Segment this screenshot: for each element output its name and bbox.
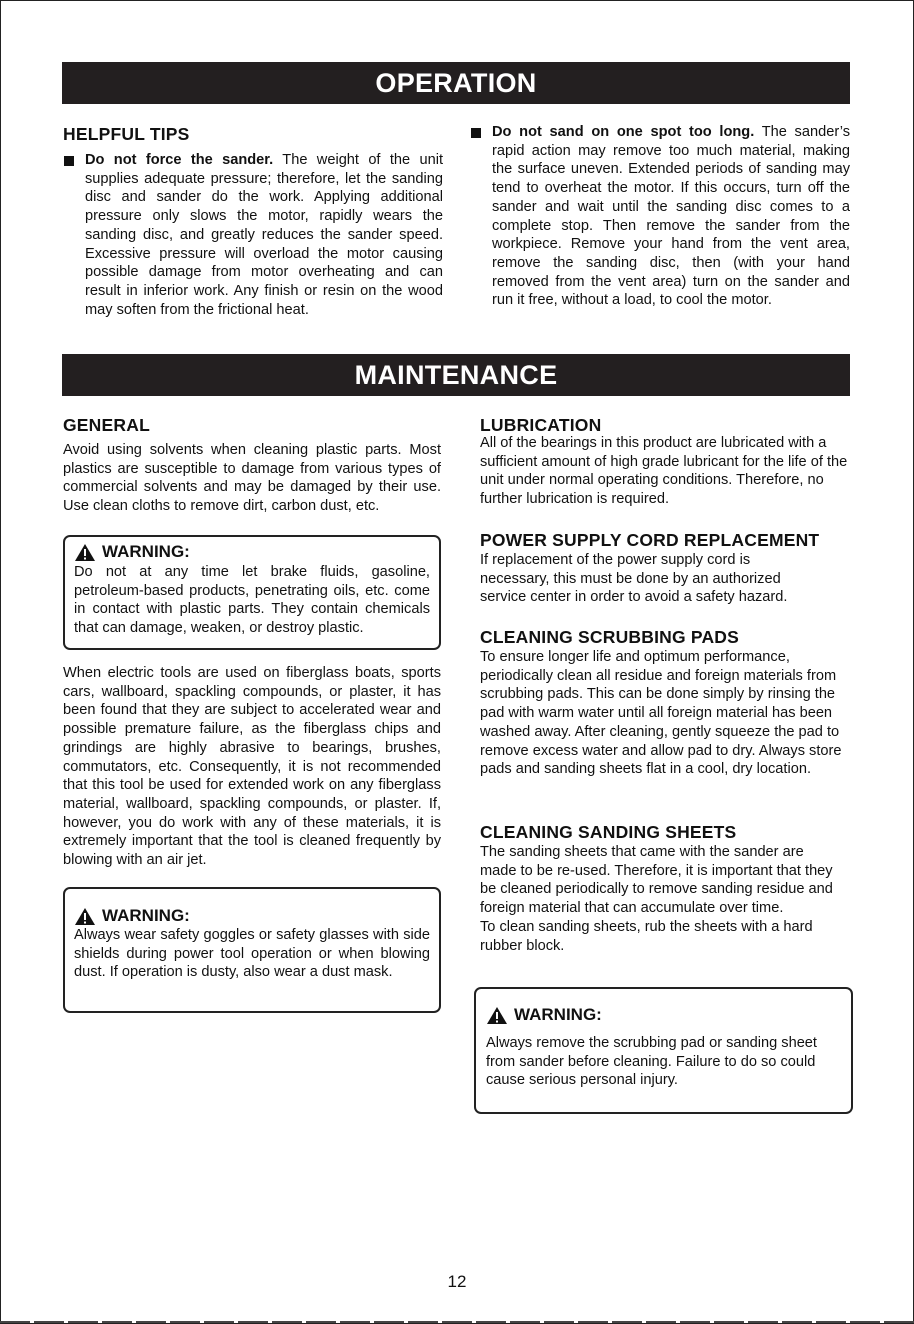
warning-heading [74, 907, 430, 926]
tip-2 [470, 123, 850, 310]
general-heading: GENERAL [63, 415, 150, 435]
tip-1-lead: Do not force the sander. [85, 152, 274, 168]
sanding-sheets-heading: CLEANING SANDING SHEETS [480, 822, 737, 842]
warning-box-cleaning [474, 987, 853, 1114]
tip-1 [63, 151, 443, 319]
sanding-sheets-body [480, 843, 840, 955]
warning-triangle-icon [74, 907, 96, 926]
tip-2-lead: Do not sand on one spot too long. [492, 124, 755, 140]
warning-title: WARNING: [102, 542, 190, 562]
sanding-sheets-paragraph-1: The sanding sheets that came with the sander are made to be re-used. Therefore, it is important that they be cleaned periodically to remove sanding residue and foreign material that can accumulate over time. [480, 844, 833, 917]
warning-heading [486, 1006, 841, 1025]
bottom-rule [0, 1321, 914, 1323]
fiberglass-body: When electric tools are used on fiberglass boats, sports cars, wallboard, spackling compounds, or plaster, it has been found that they are subject to accelerated wear and possible premature failure, as the fiberglass chips and grindings are highly abrasive to bearings, brushes, commutators, etc. Consequently, it is not recommended that this tool be used for extended work on any fiberglass material, wallboard, spackling compounds, or plaster. If, however, you do work with any of these materials, it is extremely important that the tool is cleaned frequently by blowing with an air jet. [63, 665, 441, 869]
scrubbing-pads-body: To ensure longer life and optimum performance, periodically clean all residue and foreign materials from scrubbing pads. This can be done simply by rinsing the pad with warm water until all foreign material has been washed away. After cleaning, gently squeeze the pad to remove excess water and allow pad to dry. Always store pads and sanding sheets flat in a cool, dry location. [480, 649, 842, 778]
sanding-sheets-paragraph-2: To clean sanding sheets, rub the sheets with a hard rubber block. [480, 918, 813, 954]
cord-replacement-body: If replacement of the power supply cord is necessary, this must be done by an authorized service center in order to avoid a safety hazard. [480, 552, 788, 606]
warning-triangle-icon [74, 543, 96, 562]
tip-2-body: The sander’s rapid action may remove too much material, making the surface uneven. Extended periods of sanding may tend to overheat the motor. If this occurs, turn off the sander and wait until the sanding disc comes to a complete stop. Then remove the sander from the workpiece. Remove your hand from the vent area, remove the sanding disc, then (with your hand removed from the vent area) turn on the sander and run it free, without a load, to cool the motor. [492, 124, 850, 309]
tip-1-body: The weight of the unit supplies adequate pressure; therefore, let the sanding disc and sander do the work. Applying additional pressure only slows the motor, rapidly wears the sanding disc, and greatly reduces the sander speed. Excessive pressure will overload the motor causing possible damage from motor overheating and can result in inferior work. Any finish or resin on the wood may soften from the frictional heat. [85, 152, 443, 318]
warning-heading [74, 543, 430, 562]
warning-box-plastics [63, 535, 441, 650]
warning-body: Do not at any time let brake fluids, gasoline, petroleum-based products, penetrating oils, etc. come in contact with plastic parts. They contain chemicals that can damage, weaken, or destroy plastic. [74, 564, 430, 637]
warning-triangle-icon [486, 1006, 508, 1025]
square-bullet-icon [64, 156, 74, 166]
warning-body: Always wear safety goggles or safety glasses with side shields during power tool operation or when blowing dust. If operation is dusty, also wear a dust mask. [74, 927, 430, 981]
operation-banner: OPERATION [62, 62, 850, 104]
warning-title: WARNING: [102, 906, 190, 926]
general-body: Avoid using solvents when cleaning plastic parts. Most plastics are susceptible to damage from various types of commercial solvents and may be damaged by their use. Use clean cloths to remove dirt, carbon dust, etc. [63, 442, 441, 515]
cord-replacement-heading: POWER SUPPLY CORD REPLACEMENT [480, 530, 820, 550]
warning-title: WARNING: [514, 1005, 602, 1025]
square-bullet-icon [471, 128, 481, 138]
maintenance-banner: MAINTENANCE [62, 354, 850, 396]
warning-body: Always remove the scrubbing pad or sanding sheet from sander before cleaning. Failure to do so could cause serious personal injury. [486, 1035, 817, 1089]
lubrication-body: All of the bearings in this product are lubricated with a sufficient amount of high grade lubricant for the life of the unit under normal operating conditions. Therefore, no further lubrication is required. [480, 435, 848, 508]
page-number: 12 [447, 1272, 467, 1291]
lubrication-heading: LUBRICATION [480, 415, 602, 435]
scrubbing-pads-heading: CLEANING SCRUBBING PADS [480, 627, 740, 647]
warning-box-goggles [63, 887, 441, 1013]
helpful-tips-heading: HELPFUL TIPS [63, 124, 190, 144]
